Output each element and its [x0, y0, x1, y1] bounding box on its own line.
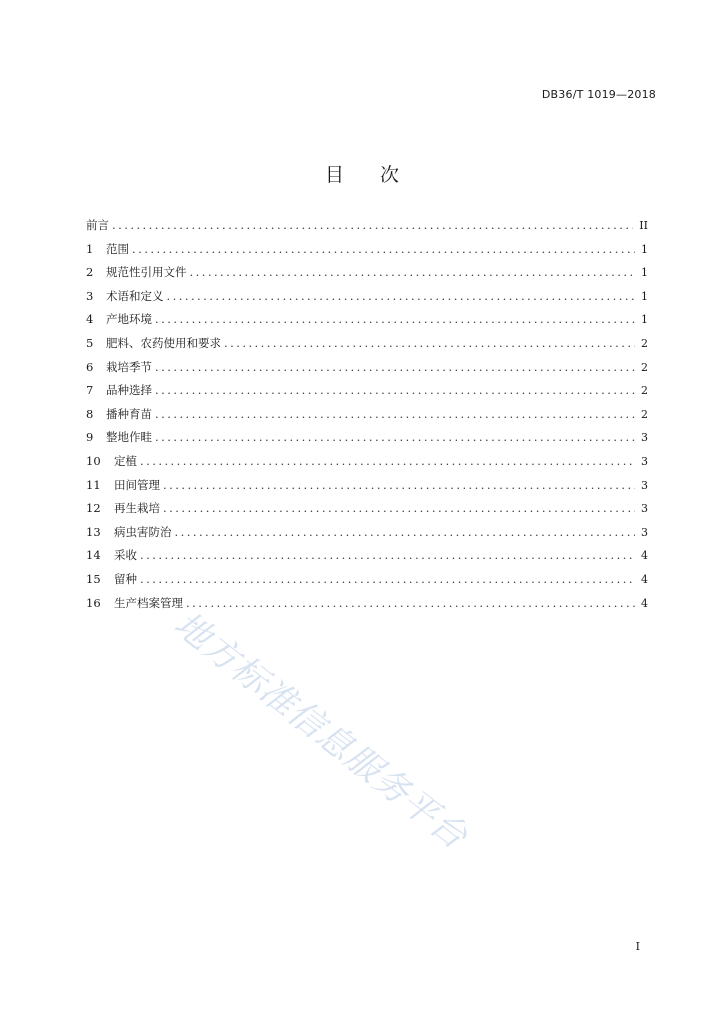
toc-leader-dots — [224, 336, 635, 350]
toc-section-number: 7 — [86, 383, 94, 398]
toc-title-char-1: 目 — [324, 164, 344, 186]
toc-leader-dots — [167, 289, 636, 303]
toc-label: 规范性引用文件 — [106, 265, 187, 280]
toc-leader-dots — [155, 360, 635, 374]
toc-title — [0, 160, 724, 187]
toc-label: 范围 — [106, 241, 129, 256]
toc-label: 定植 — [114, 453, 137, 468]
toc-label: 病虫害防治 — [114, 524, 172, 539]
toc-page-number: 3 — [641, 431, 648, 445]
toc-row-13[interactable] — [86, 524, 648, 548]
toc-label: 肥料、农药使用和要求 — [106, 335, 221, 350]
toc-leader-dots — [190, 265, 636, 279]
toc-leader-dots — [155, 430, 635, 444]
toc-section-number: 14 — [86, 548, 101, 563]
watermark: 地方标准信息服务平台 — [166, 604, 475, 858]
toc-leader-dots — [155, 407, 635, 421]
toc-label: 品种选择 — [106, 383, 152, 398]
toc-leader-dots — [155, 383, 635, 397]
toc-section-number: 12 — [86, 501, 101, 516]
toc-section-number: 3 — [86, 288, 94, 303]
toc-title-char-2: 次 — [380, 164, 400, 186]
toc-leader-dots — [140, 548, 635, 562]
toc-row-6[interactable] — [86, 359, 648, 383]
toc-row-7[interactable] — [86, 382, 648, 406]
toc-label: 栽培季节 — [106, 359, 152, 374]
toc-row-1[interactable] — [86, 241, 648, 265]
toc-leader-dots — [140, 572, 635, 586]
toc-page-number: II — [639, 219, 648, 232]
toc-row-2[interactable] — [86, 264, 648, 288]
toc-row-9[interactable] — [86, 429, 648, 453]
toc-row-4[interactable] — [86, 311, 648, 335]
toc-page-number: 1 — [641, 266, 648, 280]
standard-code: DB36/T 1019—2018 — [541, 88, 656, 101]
toc-label: 田间管理 — [114, 477, 160, 492]
toc-page-number: 1 — [641, 313, 648, 327]
footer-page-number: I — [635, 940, 640, 953]
toc-page-number: 1 — [641, 242, 648, 256]
toc-label: 生产档案管理 — [114, 595, 183, 610]
toc-page-number: 2 — [641, 407, 648, 421]
toc-section-number: 6 — [86, 359, 94, 374]
toc-row-foreword[interactable] — [86, 217, 648, 241]
toc-section-number: 2 — [86, 265, 94, 280]
toc-row-11[interactable] — [86, 477, 648, 501]
toc-page-number: 2 — [641, 360, 648, 374]
toc-leader-dots — [175, 525, 636, 539]
toc-section-number: 16 — [86, 595, 101, 610]
toc-label: 播种育苗 — [106, 406, 152, 421]
toc-page-number: 2 — [641, 384, 648, 398]
toc-row-15[interactable] — [86, 571, 648, 595]
toc-section-number: 11 — [86, 477, 101, 492]
toc-section-number: 4 — [86, 312, 94, 327]
toc-leader-dots — [163, 501, 635, 515]
toc-leader-dots — [186, 596, 635, 610]
toc-leader-dots — [155, 312, 635, 326]
toc-section-number: 15 — [86, 571, 101, 586]
toc-section-number: 10 — [86, 453, 101, 468]
toc-row-14[interactable] — [86, 547, 648, 571]
toc-section-number: 5 — [86, 335, 94, 350]
toc-page-number: 3 — [641, 502, 648, 516]
toc-row-12[interactable] — [86, 500, 648, 524]
toc-page-number: 3 — [641, 478, 648, 492]
toc-leader-dots — [132, 242, 635, 256]
toc-label: 前言 — [86, 218, 109, 232]
toc-label: 再生栽培 — [114, 501, 160, 516]
toc-section-number: 9 — [86, 430, 94, 445]
toc-label: 整地作畦 — [106, 430, 152, 445]
toc-leader-dots — [140, 454, 635, 468]
toc-page-number: 4 — [641, 572, 648, 586]
table-of-contents — [86, 217, 648, 618]
toc-row-10[interactable] — [86, 453, 648, 477]
toc-label: 留种 — [114, 571, 137, 586]
toc-section-number: 8 — [86, 406, 94, 421]
toc-label: 产地环境 — [106, 312, 152, 327]
toc-leader-dots — [163, 478, 635, 492]
toc-page-number: 2 — [641, 336, 648, 350]
toc-page-number: 4 — [641, 596, 648, 610]
toc-leader-dots — [112, 218, 633, 232]
toc-page-number: 4 — [641, 549, 648, 563]
toc-row-3[interactable] — [86, 288, 648, 312]
toc-page-number: 1 — [641, 289, 648, 303]
toc-label: 术语和定义 — [106, 288, 164, 303]
toc-row-5[interactable] — [86, 335, 648, 359]
toc-page-number: 3 — [641, 454, 648, 468]
toc-row-8[interactable] — [86, 406, 648, 430]
toc-section-number: 13 — [86, 524, 101, 539]
toc-row-16[interactable] — [86, 595, 648, 619]
toc-label: 采收 — [114, 548, 137, 563]
toc-section-number: 1 — [86, 241, 94, 256]
toc-page-number: 3 — [641, 525, 648, 539]
